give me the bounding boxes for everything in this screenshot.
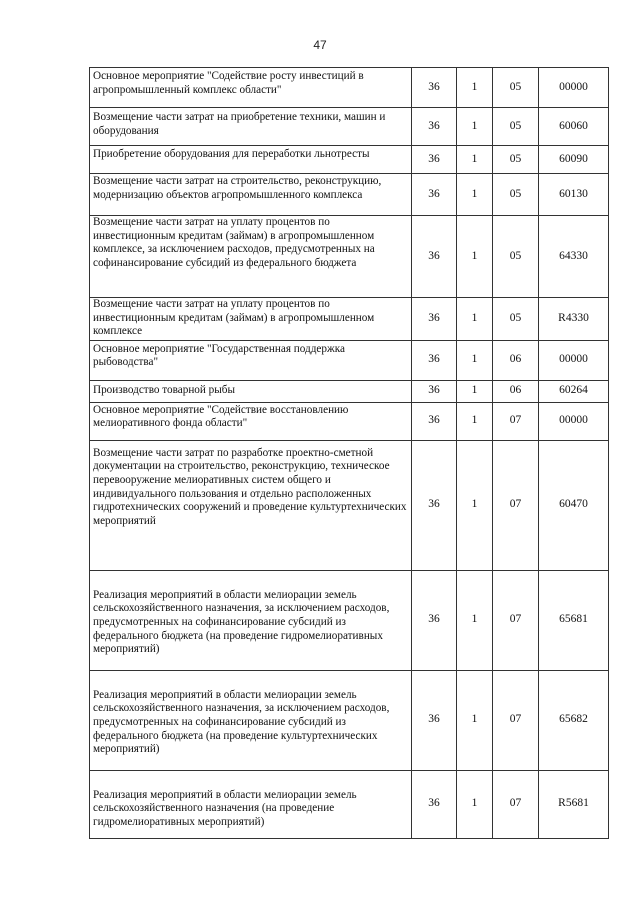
table-row xyxy=(90,216,609,298)
table-row xyxy=(90,108,609,146)
row-code-d: 60130 xyxy=(539,174,609,216)
table-row xyxy=(90,440,609,570)
row-code-a: 36 xyxy=(412,440,457,570)
row-code-a: 36 xyxy=(412,108,457,146)
row-code-d: 00000 xyxy=(539,402,609,440)
row-description: Основное мероприятие "Государственная поддержка рыбоводства" xyxy=(90,340,412,380)
row-description: Возмещение части затрат по разработке проектно-сметной документации на строительство, реконструкцию, техническое перевооружение мелиоративных систем общего и индивидуального пользования и отдельно расположенных гидротехнических сооружений и проведение культуртехнических мероприятий xyxy=(90,440,412,570)
row-code-b: 1 xyxy=(457,402,493,440)
row-code-d: 60470 xyxy=(539,440,609,570)
row-description: Возмещение части затрат на строительство, реконструкцию, модернизацию объектов агропромышленного комплекса xyxy=(90,174,412,216)
row-code-a: 36 xyxy=(412,216,457,298)
row-code-d: R4330 xyxy=(539,298,609,341)
row-code-c: 07 xyxy=(493,570,539,670)
row-code-d: 60090 xyxy=(539,146,609,174)
row-code-c: 07 xyxy=(493,402,539,440)
row-code-a: 36 xyxy=(412,380,457,402)
budget-classification-table xyxy=(89,67,609,839)
row-code-c: 07 xyxy=(493,440,539,570)
table-row xyxy=(90,146,609,174)
row-code-d: 60060 xyxy=(539,108,609,146)
row-code-b: 1 xyxy=(457,670,493,770)
row-description: Основное мероприятие "Содействие росту инвестиций в агропромышленный комплекс области" xyxy=(90,68,412,108)
row-code-a: 36 xyxy=(412,402,457,440)
row-description: Возмещение части затрат на уплату процентов по инвестиционным кредитам (займам) в агропромышленном комплексе xyxy=(90,298,412,341)
row-code-b: 1 xyxy=(457,440,493,570)
row-code-c: 05 xyxy=(493,108,539,146)
table-row xyxy=(90,340,609,380)
row-code-d: 65682 xyxy=(539,670,609,770)
table-row xyxy=(90,402,609,440)
table-row xyxy=(90,380,609,402)
row-code-b: 1 xyxy=(457,216,493,298)
table-row xyxy=(90,570,609,670)
row-code-b: 1 xyxy=(457,380,493,402)
row-code-b: 1 xyxy=(457,340,493,380)
row-code-d: 60264 xyxy=(539,380,609,402)
row-code-b: 1 xyxy=(457,68,493,108)
row-code-c: 05 xyxy=(493,174,539,216)
row-description: Производство товарной рыбы xyxy=(90,380,412,402)
row-code-a: 36 xyxy=(412,770,457,838)
row-code-c: 07 xyxy=(493,670,539,770)
row-code-c: 05 xyxy=(493,68,539,108)
row-code-a: 36 xyxy=(412,340,457,380)
table-body xyxy=(90,68,609,839)
row-code-b: 1 xyxy=(457,570,493,670)
row-code-a: 36 xyxy=(412,670,457,770)
row-code-c: 05 xyxy=(493,298,539,341)
page-number: 47 xyxy=(313,38,327,52)
table-row xyxy=(90,68,609,108)
row-description: Реализация мероприятий в области мелиорации земель сельскохозяйственного назначения, за исключением расходов, предусмотренных на софинансирование субсидий из федерального бюджета (на проведение гидромелиоративных мероприятий) xyxy=(90,570,412,670)
row-description: Основное мероприятие "Содействие восстановлению мелиоративного фонда области" xyxy=(90,402,412,440)
row-code-a: 36 xyxy=(412,174,457,216)
row-code-a: 36 xyxy=(412,146,457,174)
row-code-b: 1 xyxy=(457,298,493,341)
row-code-d: 00000 xyxy=(539,340,609,380)
row-code-b: 1 xyxy=(457,146,493,174)
row-code-d: 65681 xyxy=(539,570,609,670)
row-description: Возмещение части затрат на уплату процентов по инвестиционным кредитам (займам) в агропромышленном комплексе, за исключением расходов, предусмотренных на софинансирование субсидий из федерального бюджета xyxy=(90,216,412,298)
row-code-d: R5681 xyxy=(539,770,609,838)
row-code-b: 1 xyxy=(457,770,493,838)
row-code-d: 00000 xyxy=(539,68,609,108)
row-code-c: 05 xyxy=(493,146,539,174)
row-description: Реализация мероприятий в области мелиорации земель сельскохозяйственного назначения (на проведение гидромелиоративных мероприятий) xyxy=(90,770,412,838)
row-code-c: 06 xyxy=(493,340,539,380)
row-code-b: 1 xyxy=(457,174,493,216)
row-description: Реализация мероприятий в области мелиорации земель сельскохозяйственного назначения, за исключением расходов, предусмотренных на софинансирование субсидий из федерального бюджета (на проведение культуртехнических мероприятий) xyxy=(90,670,412,770)
row-code-a: 36 xyxy=(412,298,457,341)
row-description: Возмещение части затрат на приобретение техники, машин и оборудования xyxy=(90,108,412,146)
row-code-d: 64330 xyxy=(539,216,609,298)
table-row xyxy=(90,670,609,770)
row-code-a: 36 xyxy=(412,570,457,670)
row-code-c: 06 xyxy=(493,380,539,402)
row-code-b: 1 xyxy=(457,108,493,146)
table-row xyxy=(90,770,609,838)
table-row xyxy=(90,174,609,216)
row-code-c: 07 xyxy=(493,770,539,838)
row-description: Приобретение оборудования для переработки льнотресты xyxy=(90,146,412,174)
table-row xyxy=(90,298,609,341)
row-code-c: 05 xyxy=(493,216,539,298)
row-code-a: 36 xyxy=(412,68,457,108)
